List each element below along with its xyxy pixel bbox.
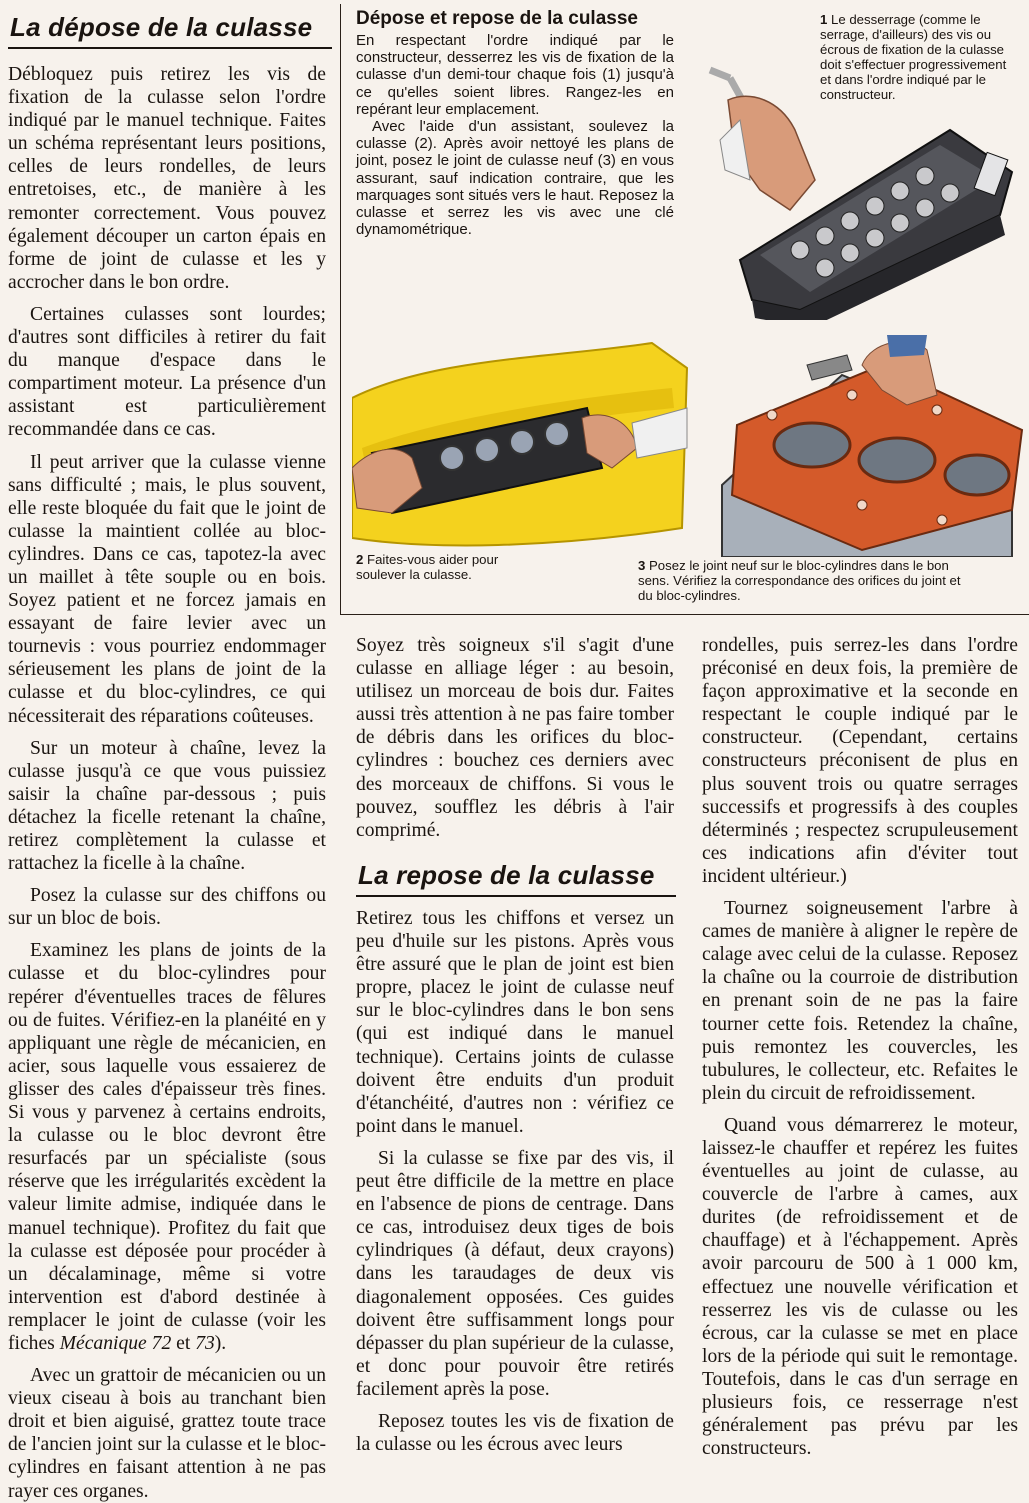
box-body bbox=[356, 32, 674, 238]
middle-column-top bbox=[356, 634, 674, 842]
reference-italic: Mécanique 72 bbox=[59, 1332, 172, 1354]
illustration-loosening-bolts bbox=[700, 60, 1020, 320]
section-title-repose: La repose de la culasse bbox=[356, 860, 676, 897]
caption-2 bbox=[356, 552, 536, 582]
paragraph: Retirez tous les chiffons et versez un peu d'huile sur les pistons. Après vous être assuré que le plan de joint est bien propre, placez le joint de culasse neuf sur le bloc-cylindres dans le bon sens (qui est indiqué dans le manuel technique). Certains joints de culasse doivent être enduits d'un produit d'étanchéité, d'autres non : vérifiez ce point dans le manuel. bbox=[356, 908, 674, 1137]
left-body bbox=[8, 63, 326, 1503]
right-column bbox=[702, 634, 1018, 1460]
paragraph: Tournez soigneusement l'arbre à cames de manière à aligner le repère de calage avec celui de la culasse. Reposez la chaîne ou la courroie de distribution en prenant soin de ne pas la faire tourner cette fois. Retendez la chaîne, puis remontez les couvercles, les tubulures, le collecteur, etc. Refaites le plein du circuit de refroidissement. bbox=[702, 898, 1018, 1104]
paragraph: Posez la culasse sur des chiffons ou sur un bloc de bois. bbox=[8, 885, 326, 930]
section-title-depose: La dépose de la culasse bbox=[8, 12, 332, 49]
box-bottom-rule bbox=[340, 614, 1029, 615]
caption-number: 1 bbox=[820, 12, 828, 27]
middle-column bbox=[356, 860, 674, 1456]
paragraph: Soyez très soigneux s'il s'agit d'une culasse en alliage léger : au besoin, utilisez un morceau de bois dur. Faites aussi très attention à ne pas faire tomber de débris dans les orifices du bloc-cylindres : bouchez ces derniers avec des morceaux de chiffons. Si vous le pouvez, soufflez les débris à l'air comprimé. bbox=[356, 635, 674, 841]
illustration-lifting-head bbox=[352, 338, 692, 550]
caption-number: 2 bbox=[356, 552, 364, 567]
paragraph: Débloquez puis retirez les vis de fixation de la culasse selon l'ordre indiqué par le manuel technique. Faites un schéma représentant leurs positions, celles de leurs rondelles, de leurs entretoises, etc., de manière à les remonter correctement. Vous pouvez également découper un carton épais en forme de joint de culasse et les y accrocher dans le bon ordre. bbox=[8, 64, 326, 293]
sidebar-box-text bbox=[356, 8, 674, 238]
paragraph: Avec un grattoir de mécanicien ou un vieux ciseau à bois au tranchant bien droit et bien aiguisé, grattez toute trace de l'ancien joint sur la culasse et le bloc-cylindres en faisant attention à ne pas rayer ces organes. bbox=[8, 1365, 326, 1502]
caption-text: Posez le joint neuf sur le bloc-cylindres dans le bon sens. Vérifiez la correspondance des orifices du joint et du bloc-cylindres. bbox=[638, 558, 961, 603]
paragraph: Si la culasse se fixe par des vis, il peut être difficile de la mettre en place en l'absence de pions de centrage. Dans ce cas, introduisez deux tiges de bois cylindriques (à défaut, deux crayons) dans les taraudages de deux vis diagonalement opposées. Ces guides doivent être suffisamment longs pour dépasser du plan supérieur de la culasse, et donc pour pouvoir être retirés facilement après la pose. bbox=[356, 1147, 674, 1400]
box-paragraph: Avec l'aide d'un assistant, soulevez la culasse (2). Après avoir nettoyé les plans de joint, posez le joint de culasse neuf (3) en vous assurant, sauf indication contraire, que les marquages sont situés vers le haut. Reposez la culasse et serrez les vis avec une clé dynamométrique. bbox=[356, 118, 674, 239]
paragraph: Il peut arriver que la culasse vienne sans difficulté ; mais, le plus souvent, elle reste bloquée du fait que le joint de culasse la maintient collée au bloc-cylindres. Dans ce cas, tapotez-la avec un maillet à tête souple ou en bois. Soyez patient et ne forcez jamais en essayant de faire levier avec un tournevis : vous pourriez endommager sérieusement les plans de joint de la culasse et du bloc-cylindres, ce qui nécessiterait des réparations coûteuses. bbox=[8, 451, 326, 727]
paragraph bbox=[8, 939, 326, 1355]
left-column bbox=[8, 12, 326, 1503]
paragraph: Sur un moteur à chaîne, levez la culasse jusqu'à ce que vous puissiez saisir la chaîne par-dessous ; puis détachez la ficelle retenant la chaîne, retirez complètement la culasse et rattachez la ficelle à la chaîne. bbox=[8, 737, 326, 875]
column-divider bbox=[340, 4, 341, 614]
caption-3 bbox=[638, 558, 974, 603]
paragraph-text: Examinez les plans de joints de la culasse et du bloc-cylindres pour repérer d'éventuelles traces de fêlures ou de fuites. Vérifiez-en la planéité en y appliquant une règle de mécanicien, en acier, sous laquelle vous essaierez de glisser des cales d'épaisseur très fines. Si vous y parvenez à certains endroits, la culasse ou le bloc devront être resurfacés par un spécialiste (sous réserve que les irrégularités excèdent la valeur limite admise, indiquée dans le manuel technique). Profitez du fait que la culasse est déposée pour procéder à un décalaminage, même si votre intervention est d'abord destinée à remplacer le joint de culasse (voir les fiches bbox=[8, 940, 326, 1354]
reference-end: ). bbox=[214, 1332, 227, 1354]
paragraph: Quand vous démarrerez le moteur, laissez-le chauffer et repérez les fuites éventuelles au joint de culasse, au couvercle de l'arbre à cames, aux durites (de refroidissement et de chauffage) et à l'échappement. Après avoir parcouru de 500 à 1 000 km, effectuez une nouvelle vérification et resserrez les vis de culasse ou les écrous, car la culasse se met en place lors de la période qui suit le remontage. Toutefois, dans le cas d'un serrage en plusieurs fois, ce resserrage n'est généralement pas prévu par les constructeurs. bbox=[702, 1114, 1018, 1460]
caption-text: Le desserrage (comme le serrage, d'ailleurs) des vis ou écrous de fixation de la culasse doit s'effectuer progressivement et dans l'ordre indiqué par le constructeur. bbox=[820, 12, 1007, 102]
box-paragraph: En respectant l'ordre indiqué par le constructeur, desserrez les vis de fixation de la culasse d'un demi-tour chaque fois (1) jusqu'à ce qu'elles soient libres. Rangez-les en repérant leur emplacement. bbox=[356, 32, 674, 118]
box-title: Dépose et repose de la culasse bbox=[356, 8, 638, 29]
reference-number: 73 bbox=[195, 1332, 215, 1354]
caption-number: 3 bbox=[638, 558, 646, 573]
paragraph: rondelles, puis serrez-les dans l'ordre préconisé en deux fois, la première de façon approximative et la seconde en respectant le couple indiqué par le constructeur. (Cependant, certains constructeurs préconisent de plus en plus souvent trois ou quatre serrages successifs et progressifs à des couples déterminés ; respectez scrupuleusement ces indications afin d'éviter tout incident ultérieur.) bbox=[702, 635, 1018, 887]
paragraph: Reposez toutes les vis de fixation de la culasse ou les écrous avec leurs bbox=[356, 1410, 674, 1456]
paragraph: Certaines culasses sont lourdes; d'autres sont difficiles à retirer du fait du manque d'espace dans le compartiment moteur. La présence d'un assistant est particulièrement recommandée dans ce cas. bbox=[8, 303, 326, 441]
caption-text: Faites-vous aider pour soulever la culasse. bbox=[356, 552, 499, 582]
middle-body bbox=[356, 907, 674, 1456]
illustration-gasket bbox=[712, 335, 1024, 557]
reference-and: et bbox=[171, 1332, 196, 1354]
